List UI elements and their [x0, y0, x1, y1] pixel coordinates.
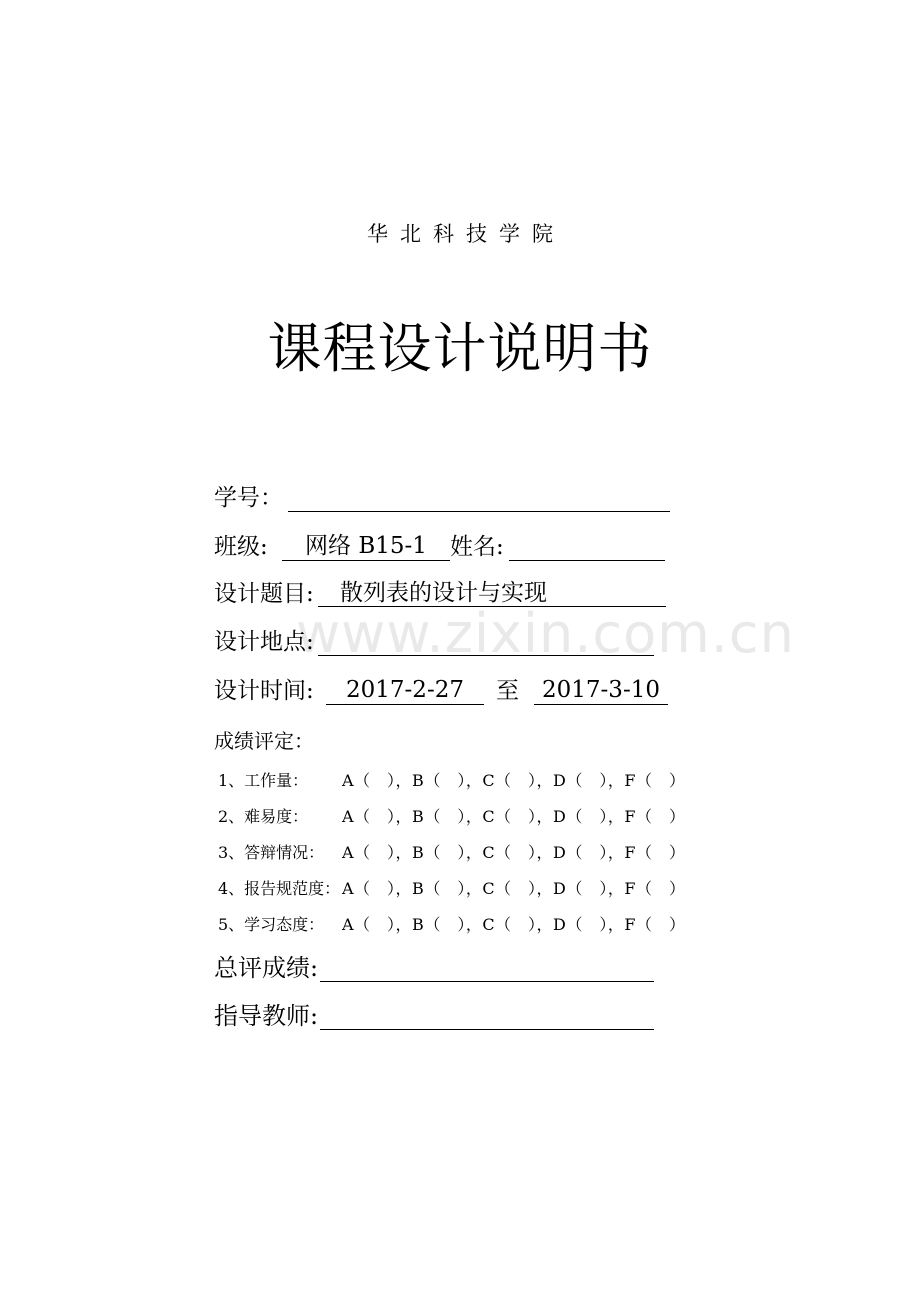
- evaluation-row-grades[interactable]: A（ ），B（ ），C（ ），D（ ），F（ ）: [342, 807, 686, 826]
- evaluation-row-grades[interactable]: A（ ），B（ ），C（ ），D（ ），F（ ）: [342, 915, 686, 934]
- place-field[interactable]: [318, 625, 654, 656]
- evaluation-row: [218, 769, 688, 793]
- time-end-field[interactable]: 2017-3-10: [534, 674, 668, 705]
- total-score-field[interactable]: [320, 951, 654, 982]
- teacher-row: [214, 999, 674, 1033]
- time-row: [214, 674, 674, 708]
- evaluation-row: [218, 913, 688, 937]
- evaluation-row-grades[interactable]: A（ ），B（ ），C（ ），D（ ），F（ ）: [342, 771, 686, 790]
- name-field[interactable]: [509, 530, 665, 561]
- evaluation-row-label: 1、工作量：: [218, 771, 309, 790]
- total-score-label: 总评成绩:: [214, 954, 319, 982]
- student-id-label: 学号：: [214, 485, 283, 511]
- evaluation-row-label: 2、难易度：: [218, 807, 309, 826]
- topic-label: 设计题目:: [214, 581, 314, 607]
- evaluation-row: [218, 877, 688, 901]
- time-separator: 至: [496, 678, 519, 704]
- watermark: www.zixin.com.cn: [296, 602, 795, 665]
- class-field[interactable]: 网络 B15-1: [282, 530, 450, 561]
- evaluation-row: [218, 841, 688, 865]
- evaluation-row-label: 3、答辩情况：: [218, 843, 325, 862]
- student-id-field[interactable]: [288, 481, 670, 512]
- topic-field[interactable]: 散列表的设计与实现: [318, 577, 666, 607]
- student-id-row: [214, 481, 674, 515]
- time-start-field[interactable]: 2017-2-27: [326, 674, 484, 705]
- time-label: 设计时间:: [214, 678, 314, 704]
- name-label: 姓名:: [450, 534, 504, 560]
- place-row: [214, 625, 674, 659]
- school-name: 华北科技学院: [367, 222, 565, 246]
- evaluation-row-label: 5、学习态度：: [218, 915, 325, 934]
- topic-row: [214, 577, 674, 611]
- document-title: 课程设计说明书: [267, 317, 653, 380]
- evaluation-row: [218, 805, 688, 829]
- evaluation-heading: 成绩评定：: [214, 729, 314, 753]
- place-label: 设计地点:: [214, 629, 314, 655]
- class-name-row: [214, 530, 674, 564]
- evaluation-row-grades[interactable]: A（ ），B（ ），C（ ），D（ ），F（ ）: [342, 843, 686, 862]
- teacher-field[interactable]: [320, 999, 654, 1030]
- evaluation-row-grades[interactable]: A（ ），B（ ），C（ ），D（ ），F（ ）: [342, 879, 686, 898]
- teacher-label: 指导教师:: [214, 1002, 319, 1030]
- class-label: 班级:: [214, 534, 268, 560]
- evaluation-row-label: 4、报告规范度：: [218, 879, 341, 898]
- total-score-row: [214, 951, 674, 985]
